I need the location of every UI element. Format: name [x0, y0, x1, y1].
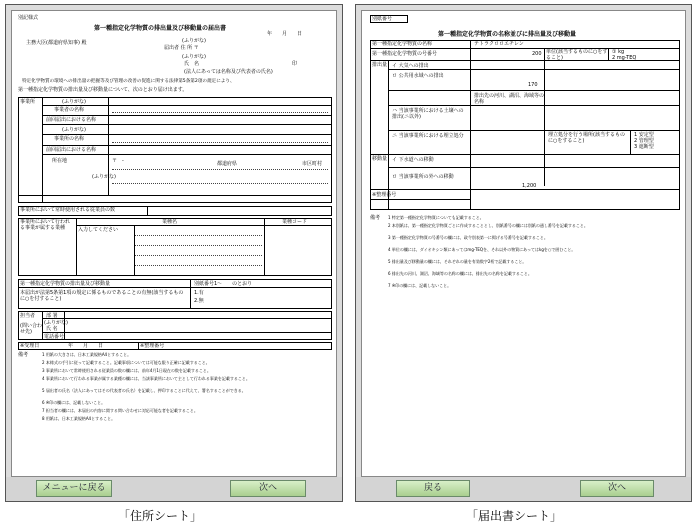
next-button[interactable]: 次へ: [230, 480, 306, 497]
furigana-label: (ふりがな): [182, 38, 206, 44]
notification-sheet-caption: 「届出書シート」: [466, 509, 563, 523]
note-item: 5 排出量及び移動量の欄には、それぞれの量を有効数字2桁で記載すること。: [388, 259, 527, 264]
addressee: 主務大臣(都道府県知事) 殿: [26, 40, 87, 46]
intro-line-1: 特定化学物質の環境への排出量の把握等及び管理の改善の促進に関する法律第5条第2項の規定により、: [22, 79, 235, 84]
contact-label: 担当者: [20, 313, 36, 319]
unit-label: 単位(該当するものに○をすること): [546, 49, 608, 61]
address-sheet-form: [11, 10, 337, 477]
ref-num-label: ※整理番号: [140, 343, 165, 349]
row-label: 前回届出における名称: [46, 117, 97, 123]
notification-sheet-form: [361, 10, 686, 477]
notification-sheet-panel: [355, 4, 692, 502]
row-label: 前回届出における名称: [46, 147, 97, 153]
water-emission-label: ロ 公共用水域への排出: [392, 73, 444, 79]
next-button[interactable]: 次へ: [580, 480, 654, 497]
note-item: 4 単位の欄には、ダイオキシン類にあってはmg-TEQを、それ以外の物質にあってはkgを○で囲むこと。: [388, 247, 576, 252]
address-sheet-panel: [5, 4, 343, 502]
row-label: 事業所の名称: [54, 136, 85, 142]
dept-label: 部 署: [46, 313, 58, 319]
move-label: 移動量: [372, 156, 388, 162]
offsite-move-label: ロ 当該事業所の外への移動: [392, 174, 454, 180]
receipt-date: 年 月 日: [68, 343, 104, 349]
person-label: 氏 名: [46, 326, 58, 332]
substance-label: 第一種指定化学物質の排出量及び移動量: [20, 281, 111, 287]
form-date: 年 月 日: [267, 31, 303, 37]
note-item: 3 第一種指定化学物質の号番号の欄には、政令別表第一に掲げる号番号を記載すること。: [388, 235, 548, 240]
note-item: 8 用紙は、日本工業規格A4とすること。: [42, 416, 116, 421]
receipt-label: ※受理日: [20, 343, 40, 349]
note-item: 1 特定第一種指定化学物質についても記載すること。: [388, 215, 484, 220]
tel-label: 電話番号: [44, 334, 65, 340]
offsite-move-value: 1,200: [522, 183, 537, 189]
sewer-move-label: イ 下水道への移動: [392, 157, 434, 163]
row-label: (ふりがな): [62, 127, 86, 133]
landfill-place-label: 埋立処分を行う場所(該当するものに○をすること): [548, 132, 625, 144]
notes-label: 備考: [370, 215, 381, 221]
note-item: 6 ※印の欄には、記載しないこと。: [42, 400, 106, 405]
landfill-option[interactable]: 1 安定型: [634, 132, 654, 138]
sheets-label: 別紙番号1～ のとおり: [194, 281, 253, 287]
form-title: 第一種指定化学物質の排出量及び移動量の届出書: [94, 25, 227, 32]
seal-label: 印: [292, 61, 298, 67]
furigana-label: (ふりがな): [92, 174, 116, 180]
soil-emission-label: ハ 当該事業所における土壌への排出(ニ以外): [392, 108, 464, 120]
note-item: 7 ※印の欄には、記載しないこと。: [388, 283, 452, 288]
location-label: 所在地: [52, 158, 68, 164]
row-label: 事業者の名称: [54, 107, 85, 113]
substance-name-value: テトラクロロエチレン: [474, 41, 524, 47]
city-label: 市区町村: [302, 161, 323, 167]
note-item: 7 担当者の欄には、本届出の内容に関する問い合わせに対応可能な者を記載すること。: [42, 408, 198, 413]
furigana-label: (ふりがな): [182, 54, 206, 60]
intro-line-2: 第一種指定化学物質の排出量及び移動量について、次のとおり届け出ます。: [18, 87, 188, 93]
menu-return-button[interactable]: メニューに戻る: [36, 480, 112, 497]
note-item: 6 排出先の河川、湖沼、海域等の名称の欄には、排出先の名称を記載すること。: [388, 271, 532, 276]
form-type: 別記様式: [18, 15, 39, 21]
notes-label: 備考: [18, 352, 29, 358]
note-item: 4 事業所において行われる事業が属する業種の欄には、当該事業所において主として行われる事業を記載すること。: [42, 376, 250, 381]
back-button[interactable]: 戻る: [396, 480, 470, 497]
right-button-bar: [356, 477, 691, 501]
sheet-number-label: 別紙番号: [372, 16, 393, 22]
office-label: 事業所: [20, 99, 36, 105]
industry-col2: 業種コード: [282, 219, 308, 225]
reading-label: (問い合わせ先): [20, 323, 42, 335]
emission-label: 排出量: [372, 62, 388, 68]
unit-kg[interactable]: ① kg: [612, 49, 625, 55]
note-item: 5 届出者の氏名（法人にあってはその代表者の氏名）を記載し、押印することに代えて、署名することができる。: [42, 388, 246, 393]
note-item: 3 事業所において常時使用される従業員の数の欄には、前年4月1日現在の数を記載すること。: [42, 368, 211, 373]
applicant-address: 届出者 住 所 〒: [164, 45, 199, 51]
zip-label: 〒 -: [112, 158, 124, 164]
industry-col1: 業種名: [162, 219, 178, 225]
landfill-option[interactable]: 2 管理型: [634, 138, 654, 144]
landfill-option[interactable]: 3 遮断型: [634, 144, 654, 150]
pref-label: 都道府県: [217, 161, 238, 167]
note-item: 1 用紙の大きさは、日本工業規格A4とすること。: [42, 352, 132, 357]
applicant-name: 氏 名: [184, 61, 200, 67]
note-item: 2 本様式の手引に従って記載すること。記載事項については可能な限り正確に記載すること。: [42, 360, 210, 365]
substance-number-label: 第一種指定化学物質の号番号: [372, 51, 438, 57]
industry-hint: 入力してください: [78, 227, 119, 233]
air-emission-label: イ 大気への排出: [392, 63, 429, 69]
corp-note: (法人にあっては名称及び代表者の氏名): [184, 69, 273, 75]
row-label: (ふりがな): [62, 99, 86, 105]
substance-name-label: 第一種指定化学物質の名称: [372, 41, 433, 47]
landfill-label: ニ 当該事業所における埋立処分: [392, 133, 464, 139]
employees-label: 事業所において常時使用される従業員の数: [20, 207, 116, 213]
substance-number-value: 200: [532, 51, 542, 57]
option-yes[interactable]: 1.有: [194, 290, 204, 296]
ref-num-label: ※整理番号: [372, 192, 397, 198]
rule-label: 本届出が法第5条第1項の規定に係るものであることの有無(該当するものに○を付すること): [20, 290, 184, 302]
water-emission-value: 170: [528, 82, 538, 88]
unit-teq[interactable]: 2 mg-TEQ: [612, 55, 637, 61]
destination-label: 排出先の河川、湖沼、海域等の名称: [474, 93, 545, 105]
furigana-label: (ふりがな): [44, 320, 68, 326]
address-sheet-caption: 「住所シート」: [118, 509, 203, 523]
left-button-bar: [6, 477, 342, 501]
industry-label: 事業所において行われる事業が属する業種: [20, 219, 71, 231]
sheet-title: 第一種指定化学物質の名称並びに排出量及び移動量: [438, 31, 577, 38]
option-no[interactable]: 2.無: [194, 298, 204, 304]
note-item: 2 本別紙は、第一種指定化学物質ごとに作成することとし、別紙番号の欄には別紙の通し番号を記載すること。: [388, 223, 588, 228]
